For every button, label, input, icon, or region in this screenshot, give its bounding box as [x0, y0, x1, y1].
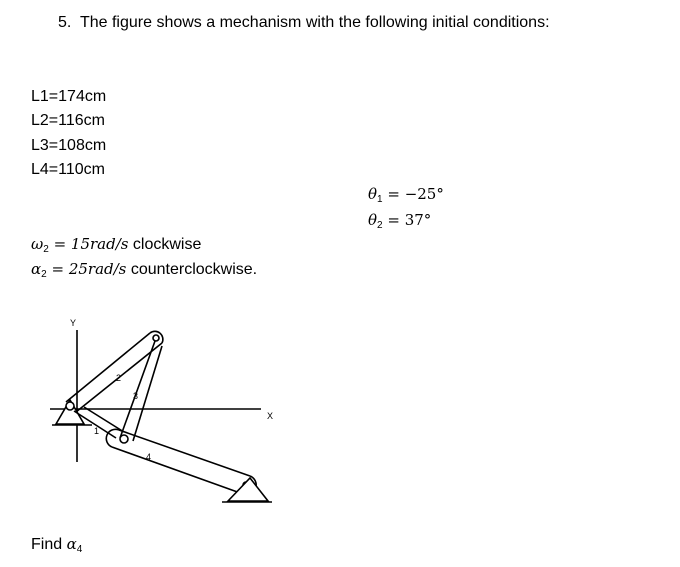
question-number: 5. — [58, 14, 72, 31]
omega2-equation — [31, 234, 201, 260]
y-axis-label: Y — [70, 318, 77, 328]
link-4 — [106, 429, 256, 494]
alpha2-value: 25rad/s — [68, 260, 127, 278]
x-axis-label: X — [267, 411, 274, 421]
theta2-subscript: 2 — [377, 220, 383, 231]
link-3-label: 3 — [133, 391, 139, 401]
link-1-label: 1 — [94, 426, 100, 436]
theta1-equation — [368, 184, 444, 210]
theta1-value: = −25° — [382, 185, 444, 203]
mechanism-figure — [0, 300, 300, 515]
find-subscript: 4 — [76, 544, 83, 555]
theta1-subscript: 1 — [377, 194, 383, 205]
alpha2-symbol: α — [31, 260, 42, 278]
alpha2-eq: = — [46, 260, 69, 278]
omega2-direction: clockwise — [128, 236, 202, 253]
theta1-symbol: θ — [368, 185, 378, 203]
theta2-symbol: θ — [368, 211, 378, 229]
find-text: Find — [31, 536, 67, 553]
link-2-label: 2 — [116, 373, 122, 383]
length-l4: L4=110cm — [31, 161, 105, 178]
link-2 — [66, 331, 163, 412]
alpha2-subscript: 2 — [41, 269, 47, 280]
theta2-value: = 37° — [382, 211, 432, 229]
omega2-value: 15rad/s — [70, 235, 129, 253]
length-l1: L1=174cm — [31, 88, 107, 105]
theta2-equation — [368, 210, 431, 236]
alpha2-equation — [31, 259, 257, 285]
question-line — [58, 13, 550, 33]
link-4-label: 4 — [146, 452, 152, 462]
omega2-subscript: 2 — [43, 244, 49, 255]
find-symbol: α — [66, 535, 77, 553]
find-prompt — [31, 534, 82, 560]
length-l3: L3=108cm — [31, 137, 107, 154]
question-text: The figure shows a mechanism with the following initial conditions: — [79, 14, 550, 31]
omega2-symbol: ω — [31, 235, 44, 253]
link-3 — [120, 341, 162, 441]
length-l2: L2=116cm — [31, 112, 105, 129]
alpha2-direction: counterclockwise. — [126, 261, 258, 278]
omega2-eq: = — [48, 235, 71, 253]
